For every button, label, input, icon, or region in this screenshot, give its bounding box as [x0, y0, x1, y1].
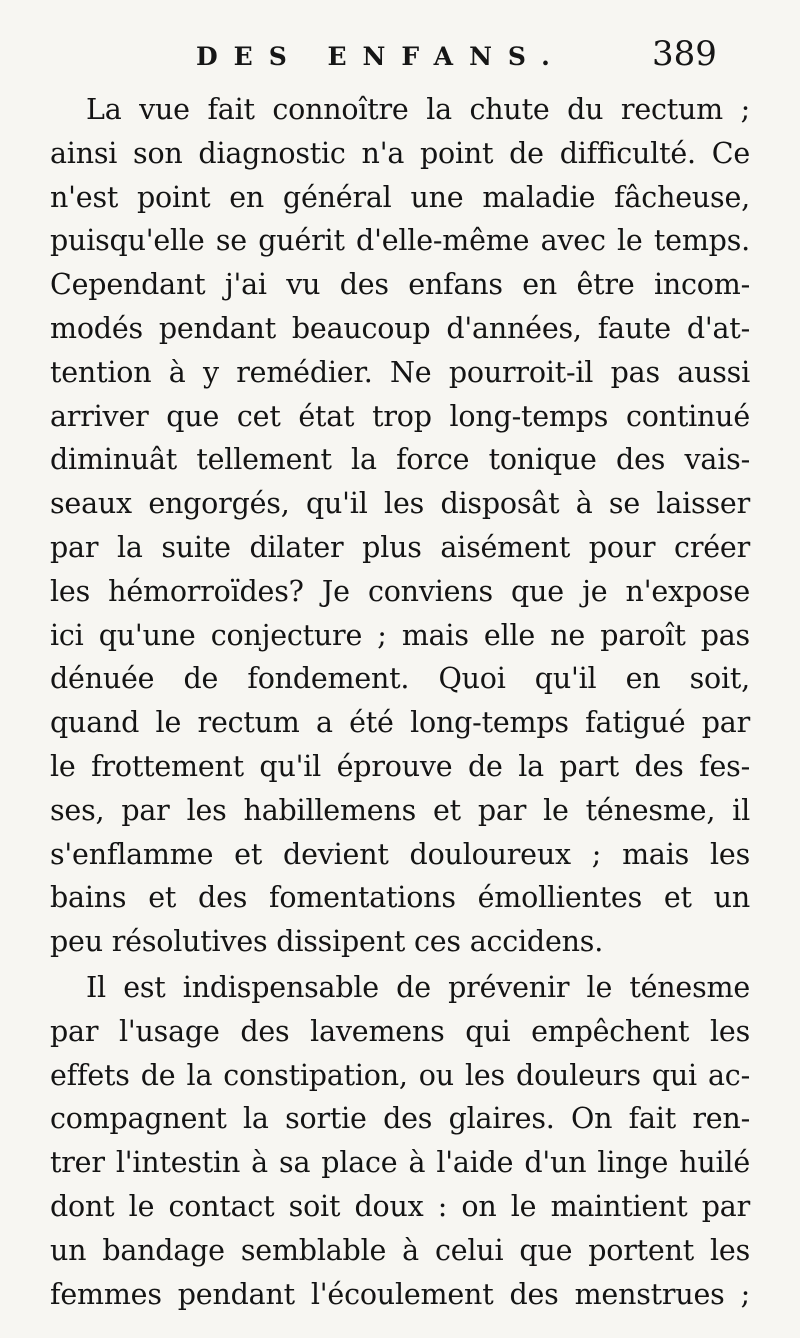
- text-line: puisqu'elle se guérit d'elle-même avec le temps.: [50, 224, 750, 258]
- text-line: compagnent la sortie des glaires. On fait ren-: [50, 1102, 750, 1136]
- text-line: diminuât tellement la force tonique des vais-: [50, 443, 750, 477]
- text-line: ainsi son diagnostic n'a point de difficulté. Ce: [50, 136, 750, 170]
- text-line: le frottement qu'il éprouve de la part des fes-: [50, 749, 750, 783]
- text-line: dénuée de fondement. Quoi qu'il en soit,: [50, 662, 750, 696]
- text-line: seaux engorgés, qu'il les disposât à se laisser: [50, 487, 750, 521]
- text-line: ses, par les habillemens et par le ténesme, il: [50, 793, 750, 827]
- text-line: par la suite dilater plus aisément pour créer: [50, 530, 750, 564]
- page-number: 389: [652, 34, 717, 74]
- text-line: trer l'intestin à sa place à l'aide d'un linge huilé: [50, 1146, 750, 1180]
- text-line: peu résolutives dissipent ces accidens.: [50, 925, 604, 959]
- text-line: un bandage semblable à celui que portent les: [50, 1233, 750, 1267]
- text-line: effets de la constipation, ou les douleurs qui ac-: [50, 1058, 750, 1092]
- text-line: s'enflamme et devient douloureux ; mais les: [50, 837, 750, 871]
- text-line: bains et des fomentations émollientes et un: [50, 881, 750, 915]
- body-text: [50, 88, 750, 1316]
- page-header: [0, 34, 800, 84]
- running-head: DES ENFANS.: [196, 42, 566, 71]
- text-line: Cependant j'ai vu des enfans en être incom-: [50, 268, 750, 302]
- text-line: La vue fait connoître la chute du rectum ;: [86, 93, 750, 126]
- text-line: modés pendant beaucoup d'années, faute d'at-: [50, 311, 750, 345]
- text-line: arriver que cet état trop long-temps continué: [50, 399, 750, 433]
- text-line: quand le rectum a été long-temps fatigué par: [50, 706, 750, 740]
- text-line: tention à y remédier. Ne pourroit-il pas aussi: [50, 355, 750, 389]
- text-line: Il est indispensable de prévenir le ténesme: [86, 970, 750, 1004]
- paragraph-2: [50, 966, 750, 1316]
- text-line: par l'usage des lavemens qui empêchent les: [50, 1014, 750, 1048]
- text-line: dont le contact soit doux : on le maintient par: [50, 1189, 750, 1223]
- text-line: femmes pendant l'écoulement des menstrues ;: [50, 1277, 750, 1311]
- paragraph-1: [50, 88, 750, 964]
- text-line: n'est point en général une maladie fâcheuse,: [50, 180, 750, 214]
- text-line: ici qu'une conjecture ; mais elle ne paroît pas: [50, 618, 750, 652]
- text-line: les hémorroïdes? Je conviens que je n'expose: [50, 574, 750, 608]
